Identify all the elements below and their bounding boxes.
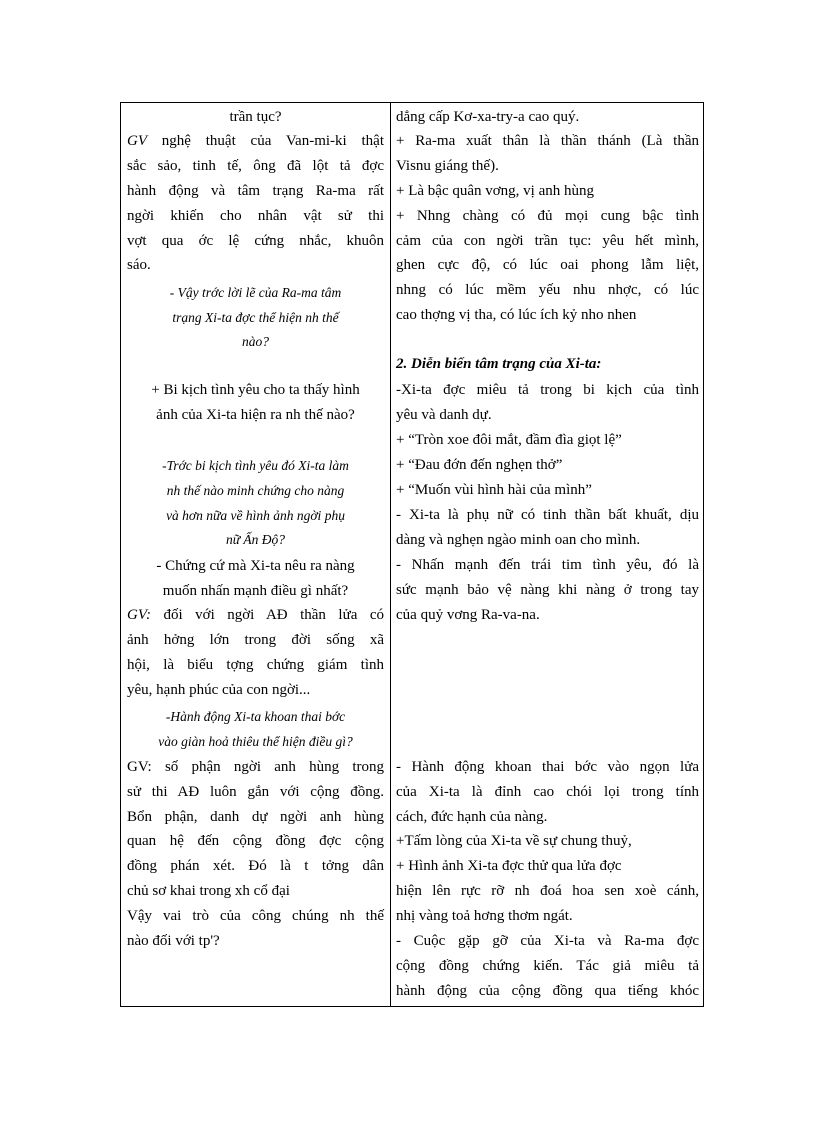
left-line-29: đồng phán xét. Đó là t tởng dân <box>127 858 384 874</box>
left-line-32: nào đối với tp'? <box>127 933 220 949</box>
right-line-4: + Là bậc quân vơng, vị anh hùng <box>396 183 595 199</box>
right-line-11: -Xi-ta đợc miêu tả trong bi kịch của tình <box>396 382 699 398</box>
left-line-11: + Bi kịch tình yêu cho ta thấy hình <box>151 382 360 398</box>
left-line-5: ngời khiến cho nhân vật sử thi <box>127 208 384 224</box>
left-question-2a: -Trớc bi kịch tình yêu đó Xi-ta làm <box>162 458 349 473</box>
right-line-6: cảm của con ngời trần tục: yêu hết mình, <box>396 233 699 249</box>
left-line-18: muốn nhấn mạnh điều gì nhất? <box>162 583 349 599</box>
gv-label: GV: <box>127 607 152 623</box>
content-notes-column <box>391 103 704 1006</box>
right-line-24: +Tấm lòng của Xi-ta về sự chung thuỷ, <box>396 833 632 849</box>
right-line-30: hành động của cộng đồng qua tiếng khóc <box>396 983 699 999</box>
left-line-25: GV: số phận ngời anh hùng trong <box>127 759 384 775</box>
left-question-1c: nào? <box>242 334 269 349</box>
right-line-13: + “Tròn xoe đôi mắt, đầm đìa giọt lệ” <box>396 432 622 448</box>
left-question-3a: -Hành động Xi-ta khoan thai bớc <box>165 709 346 724</box>
right-line-8: nhng có lúc mềm yếu nhu nhợc, có lúc <box>396 282 699 298</box>
left-question-2b: nh thế nào minh chứng cho nàng <box>166 483 345 498</box>
right-line-3: Visnu giáng thế). <box>396 158 499 174</box>
left-question-1a: - Vậy trớc lời lẽ của Ra-ma tâm <box>169 285 342 300</box>
right-line-19: sức mạnh bảo vệ nàng khi nàng ở trong tay <box>396 582 699 598</box>
left-line-17: - Chứng cứ mà Xi-ta nêu ra nàng <box>156 558 355 574</box>
left-question-3b: vào giàn hoả thiêu thể hiện điều gì? <box>158 734 353 749</box>
lesson-table <box>120 102 704 1007</box>
right-line-17: dàng và nghẹn ngào minh oan cho mình. <box>396 532 641 548</box>
right-line-2: + Ra-ma xuất thân là thần thánh (Là thần <box>396 133 699 149</box>
right-line-15: + “Muốn vùi hình hài của mình” <box>396 482 592 498</box>
left-line-22: yêu, hạnh phúc của con ngời... <box>127 682 311 698</box>
left-line-27: Bổn phận, danh dự ngời anh hùng <box>127 809 384 825</box>
right-line-12: yêu và danh dự. <box>396 407 492 423</box>
left-line-21: hội, là biểu tợng chứng giám tình <box>127 657 384 673</box>
left-line-7: sáo. <box>127 257 151 273</box>
right-line-14: + “Đau đớn đến nghẹn thở” <box>396 457 563 473</box>
right-line-16: - Xi-ta là phụ nữ có tinh thần bất khuất, dịu <box>396 507 699 523</box>
right-line-20: của quỷ vơng Ra-va-na. <box>396 607 540 623</box>
right-line-27: nhị vàng toả hơng thơm ngát. <box>396 908 573 924</box>
left-line-3: sắc sảo, tinh tế, ông đã lột tả đợc <box>127 158 384 174</box>
left-line-30: chủ sơ khai trong xh cổ đại <box>127 883 290 899</box>
right-line-21: - Hành động khoan thai bớc vào ngọn lửa <box>396 759 699 775</box>
right-line-23: cách, đức hạnh của nàng. <box>396 809 548 825</box>
left-line-6: vợt qua ớc lệ cứng nhắc, khuôn <box>127 233 384 249</box>
left-line-26: sử thi AĐ luôn gắn với cộng đồng. <box>127 784 384 800</box>
right-line-28: - Cuộc gặp gỡ của Xi-ta và Ra-ma đợc <box>396 933 699 949</box>
left-line-28: quan hệ đến cộng đồng đợc cộng <box>127 833 384 849</box>
left-line-19: GV: đối với ngời AĐ thần lửa có <box>127 607 384 623</box>
left-question-2c: và hơn nữa về hình ảnh ngời phụ <box>166 508 345 523</box>
left-line-2: GV nghệ thuật của Van-mi-ki thật <box>127 133 384 149</box>
left-line-31: Vậy vai trò của công chúng nh thế <box>127 908 384 924</box>
left-line-12: ảnh của Xi-ta hiện ra nh thế nào? <box>156 407 355 423</box>
right-line-29: cộng đồng chứng kiến. Tác giả miêu tả <box>396 958 699 974</box>
left-line-4: hành động và tâm trạng Ra-ma rất <box>127 183 384 199</box>
left-line-20: ảnh hởng lớn trong đời sống xã <box>127 632 384 648</box>
right-line-9: cao thợng vị tha, có lúc ích kỷ nho nhen <box>396 307 637 323</box>
gv-label: GV <box>127 133 147 149</box>
right-line-25: + Hình ảnh Xi-ta đợc thử qua lửa đợc <box>396 858 622 874</box>
right-line-1: dẳng cấp Kơ-xa-try-a cao quý. <box>396 109 580 125</box>
right-line-22: của Xi-ta là đỉnh cao chói lọi trong tính <box>396 784 699 800</box>
left-line-1: trần tục? <box>229 109 282 125</box>
right-line-7: ghen cực độ, có lúc oai phong lẫm liệt, <box>396 257 699 273</box>
teacher-questions-column <box>121 103 390 1006</box>
left-question-1b: trạng Xi-ta đợc thể hiện nh thế <box>172 310 339 325</box>
right-line-18: - Nhấn mạnh đến trái tim tình yêu, đó là <box>396 557 699 573</box>
right-line-5: + Nhng chàng có đủ mọi cung bậc tình <box>396 208 699 224</box>
section-heading: 2. Diễn biến tâm trạng của Xi-ta: <box>396 356 602 372</box>
right-line-26: hiện lên rực rỡ nh đoá hoa sen xoè cánh, <box>396 883 699 899</box>
left-question-2d: nữ Ấn Độ? <box>225 532 286 547</box>
